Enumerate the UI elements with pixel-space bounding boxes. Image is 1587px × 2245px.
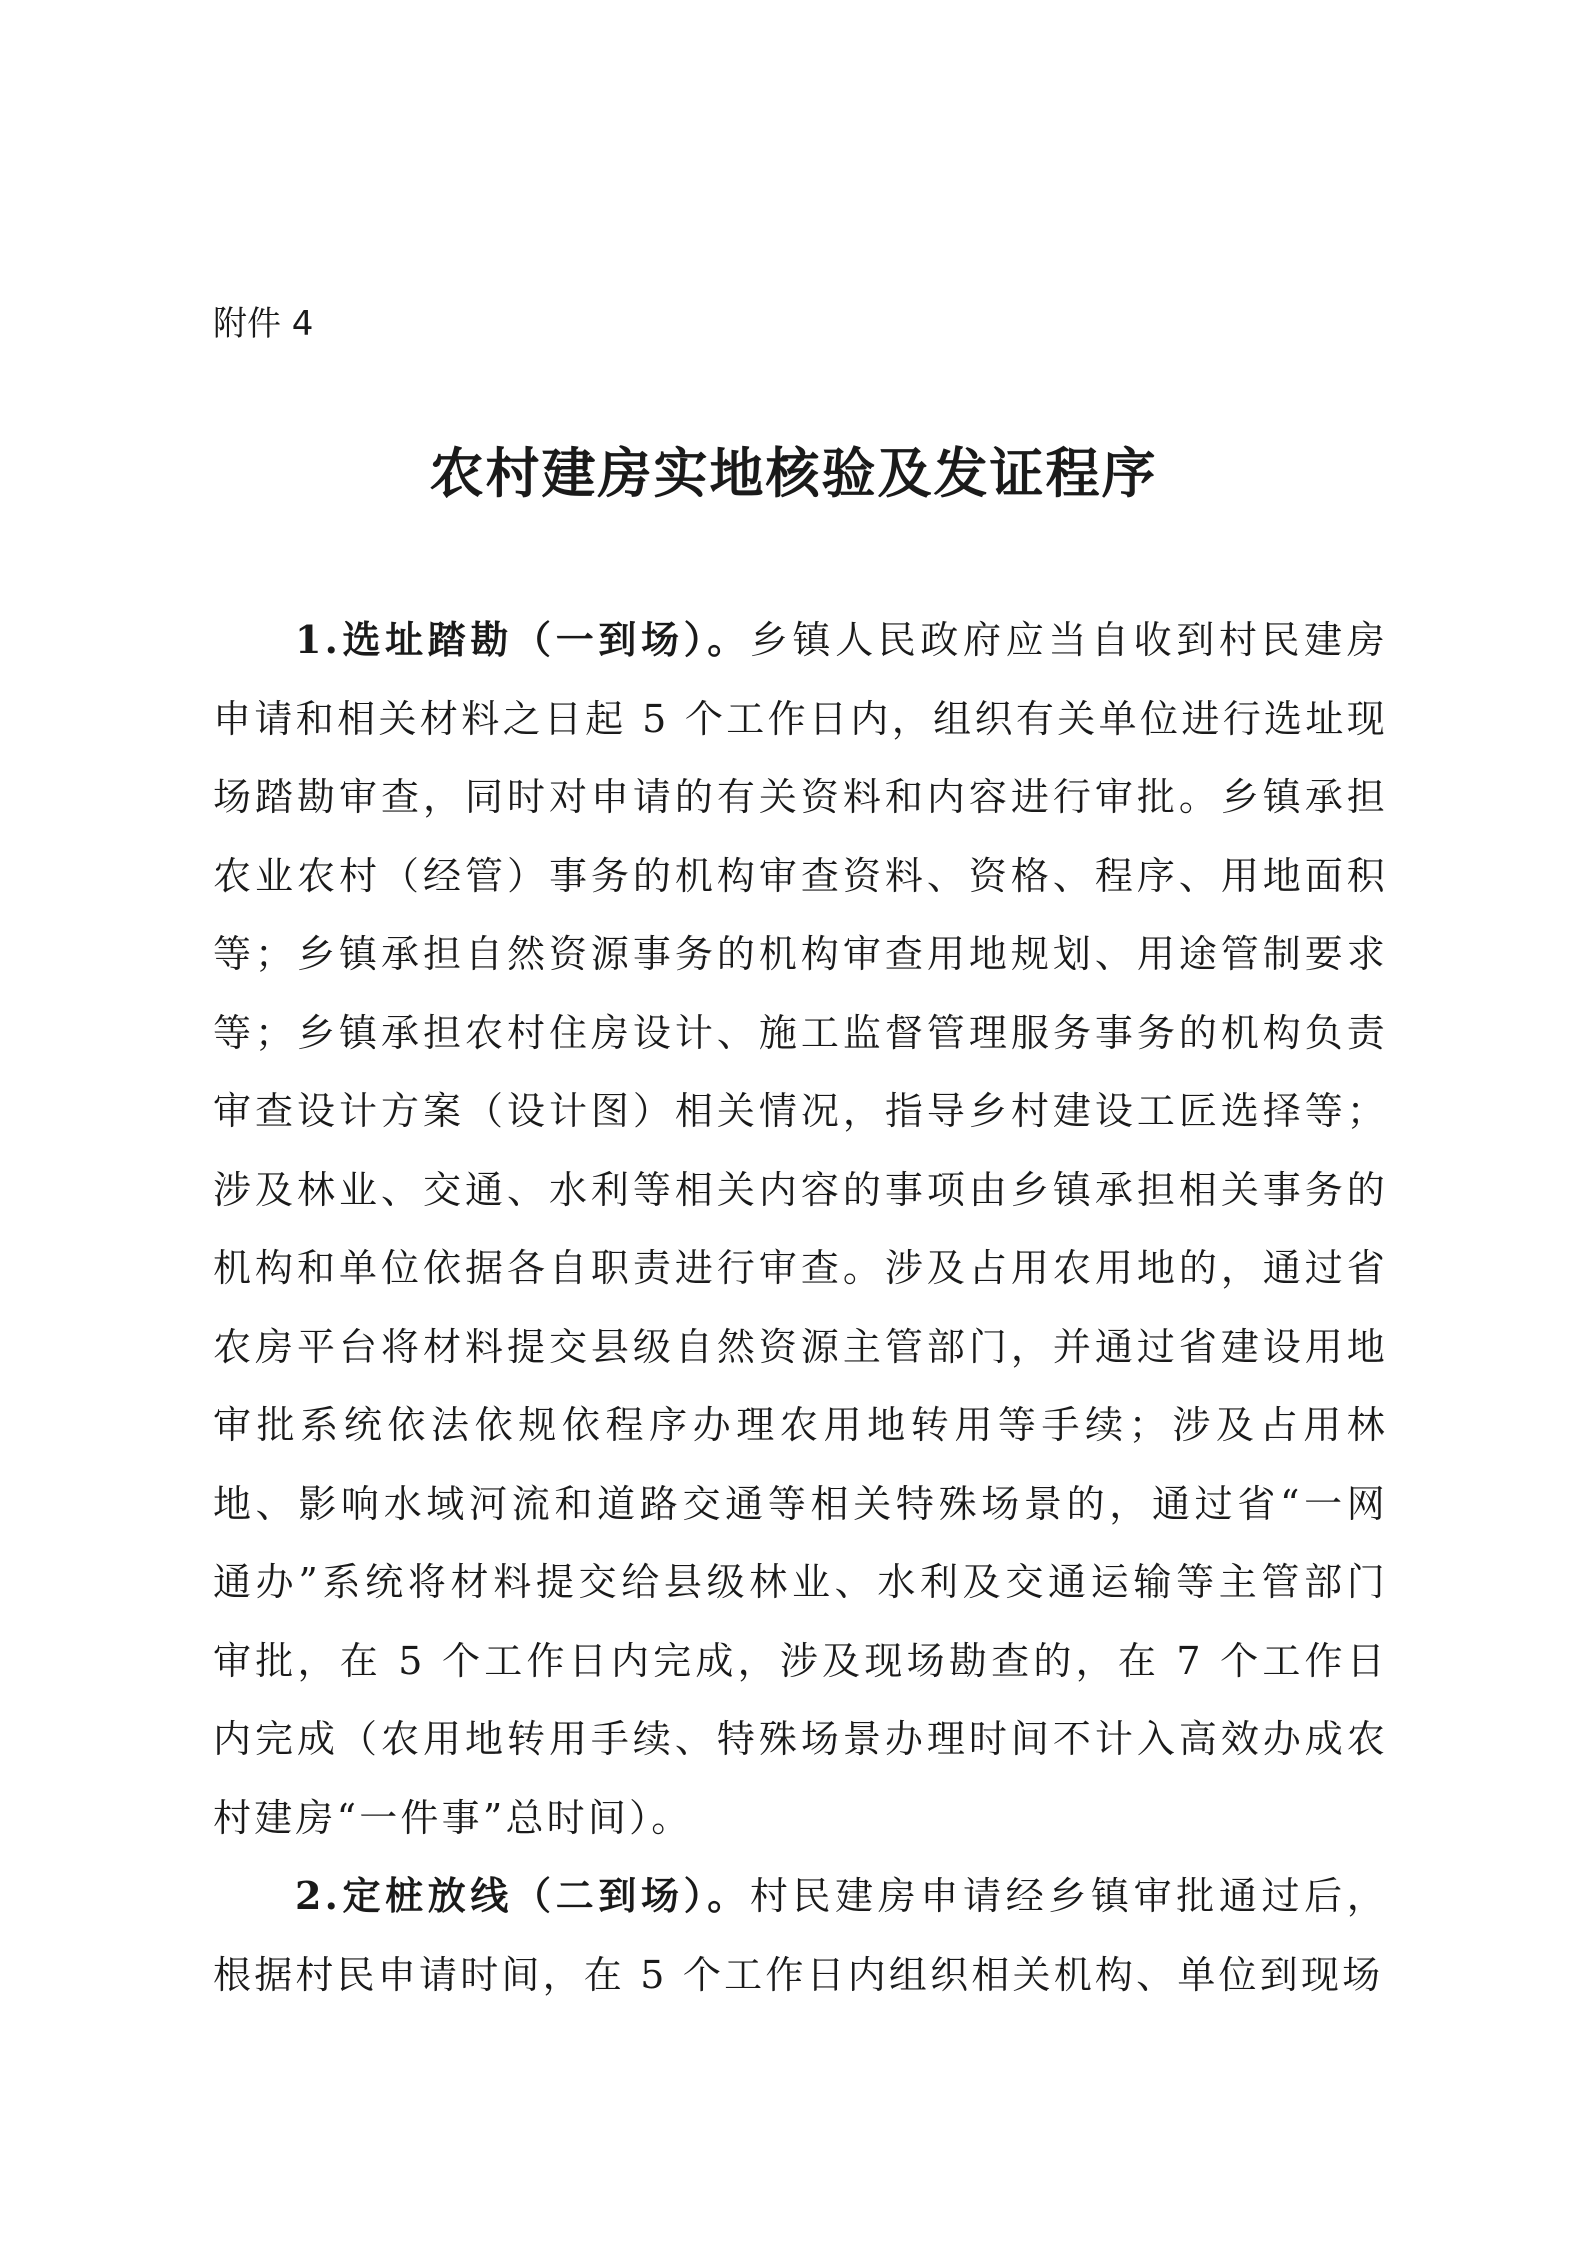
section-1-paragraph — [213, 601, 1388, 1857]
section-2-paragraph — [213, 1857, 1388, 2014]
document-title: 农村建房实地核验及发证程序 — [429, 441, 1158, 505]
document-body — [213, 601, 1388, 2014]
section-1-heading: 1.选址踏勘（一到场）。 — [295, 617, 750, 662]
section-2-text: 村民建房申请经乡镇审批通过后，根据村民申请时间，在 5 个工作日内组织相关机构、单位到现场 — [213, 1874, 1388, 1997]
section-1-text: 乡镇人民政府应当自收到村民建房申请和相关材料之日起 5 个工作日内，组织有关单位进行选址现场踏勘审查，同时对申请的有关资料和内容进行审批。乡镇承担农业农村（经管）事务的机构审查资料、资格、程序、用地面积等；乡镇承担自然资源事务的机构审查用地规划、用途管制要求等；乡镇承担农村住房设计、施工监督管理服务事务的机构负责审查设计方案（设计图）相关情况，指导乡村建设工匠选择等；涉及林业、交通、水利等相关内容的事项由乡镇承担相关事务的机构和单位依据各自职责进行审查。涉及占用农用地的，通过省农房平台将材料提交县级自然资源主管部门，并通过省建设用地审批系统依法依规依程序办理农用地转用等手续；涉及占用林地、影响水域河流和道路交通等相关特殊场景的，通过省“一网通办”系统将材料提交给县级林业、水利及交通运输等主管部门审批，在 5 个工作日内完成，涉及现场勘查的，在 7 个工作日内完成（农用地转用手续、特殊场景办理时间不计入高效办成农村建房“一件事”总时间）。 — [213, 618, 1388, 1840]
attachment-label: 附件 4 — [213, 304, 314, 344]
section-2-heading: 2.定桩放线（二到场）。 — [295, 1873, 750, 1918]
